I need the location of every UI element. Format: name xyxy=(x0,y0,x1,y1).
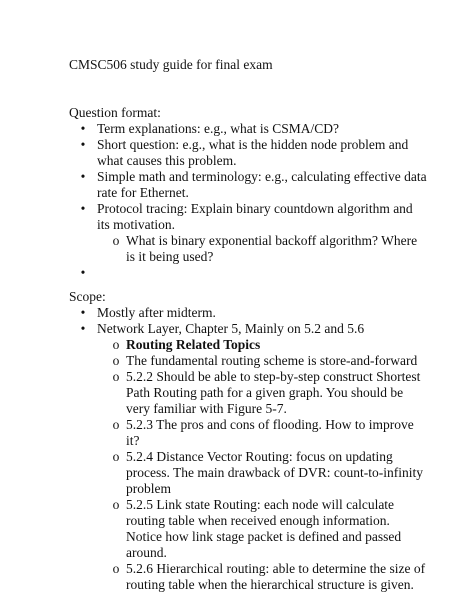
bullet-icon: • xyxy=(80,137,86,152)
document-title: CMSC506 study guide for final exam xyxy=(69,57,273,72)
sub-list-item: o The fundamental routing scheme is store-and-forward xyxy=(0,353,426,369)
circle-bullet-icon: o xyxy=(112,353,120,368)
circle-bullet-icon: o xyxy=(112,369,120,384)
question-format-heading: Question format: xyxy=(69,105,161,120)
list-item: • Network Layer, Chapter 5, Mainly on 5.2 and 5.6 xyxy=(0,321,427,337)
bullet-icon: • xyxy=(80,321,86,336)
sub-list-item: o 5.2.3 The pros and cons of flooding. How to improve it? xyxy=(0,417,426,449)
list-item xyxy=(0,265,427,281)
sub-list-item: o Routing Related Topics xyxy=(0,337,426,353)
scope-list xyxy=(0,305,474,593)
scope-heading: Scope: xyxy=(69,289,106,304)
list-item: • Protocol tracing: Explain binary countdown algorithm and its motivation. xyxy=(0,201,427,233)
sub-list-item: o 5.2.6 Hierarchical routing: able to determine the size of routing table when the hierarchical structure is given. xyxy=(0,561,426,593)
list-item: • Simple math and terminology: e.g., calculating effective data rate for Ethernet. xyxy=(0,169,427,201)
sub-list-item: o 5.2.4 Distance Vector Routing: focus on updating process. The main drawback of DVR: count-to-infinity problem xyxy=(0,449,426,497)
circle-bullet-icon: o xyxy=(112,497,120,512)
bullet-icon: • xyxy=(80,265,86,280)
circle-bullet-icon: o xyxy=(112,417,120,432)
bullet-icon: • xyxy=(80,305,86,320)
list-item: • Mostly after midterm. xyxy=(0,305,427,321)
circle-bullet-icon: o xyxy=(112,337,120,352)
list-item: • Short question: e.g., what is the hidden node problem and what causes this problem. xyxy=(0,137,427,169)
circle-bullet-icon: o xyxy=(112,233,120,248)
sub-list-item: o 5.2.2 Should be able to step-by-step construct Shortest Path Routing path for a given graph. You should be very familiar with Figure 5-7. xyxy=(0,369,426,417)
list-item: • Term explanations: e.g., what is CSMA/CD? xyxy=(0,121,427,137)
circle-bullet-icon: o xyxy=(112,561,120,576)
sub-list-item: o What is binary exponential backoff algorithm? Where is it being used? xyxy=(0,233,426,265)
bullet-icon: • xyxy=(80,201,86,216)
bullet-icon: • xyxy=(80,121,86,136)
sub-list-item: o 5.2.5 Link state Routing: each node will calculate routing table when received enough information. Notice how link stage packet is defined and passed around. xyxy=(0,497,426,561)
bullet-icon: • xyxy=(80,169,86,184)
circle-bullet-icon: o xyxy=(112,449,120,464)
question-format-list xyxy=(0,121,474,281)
